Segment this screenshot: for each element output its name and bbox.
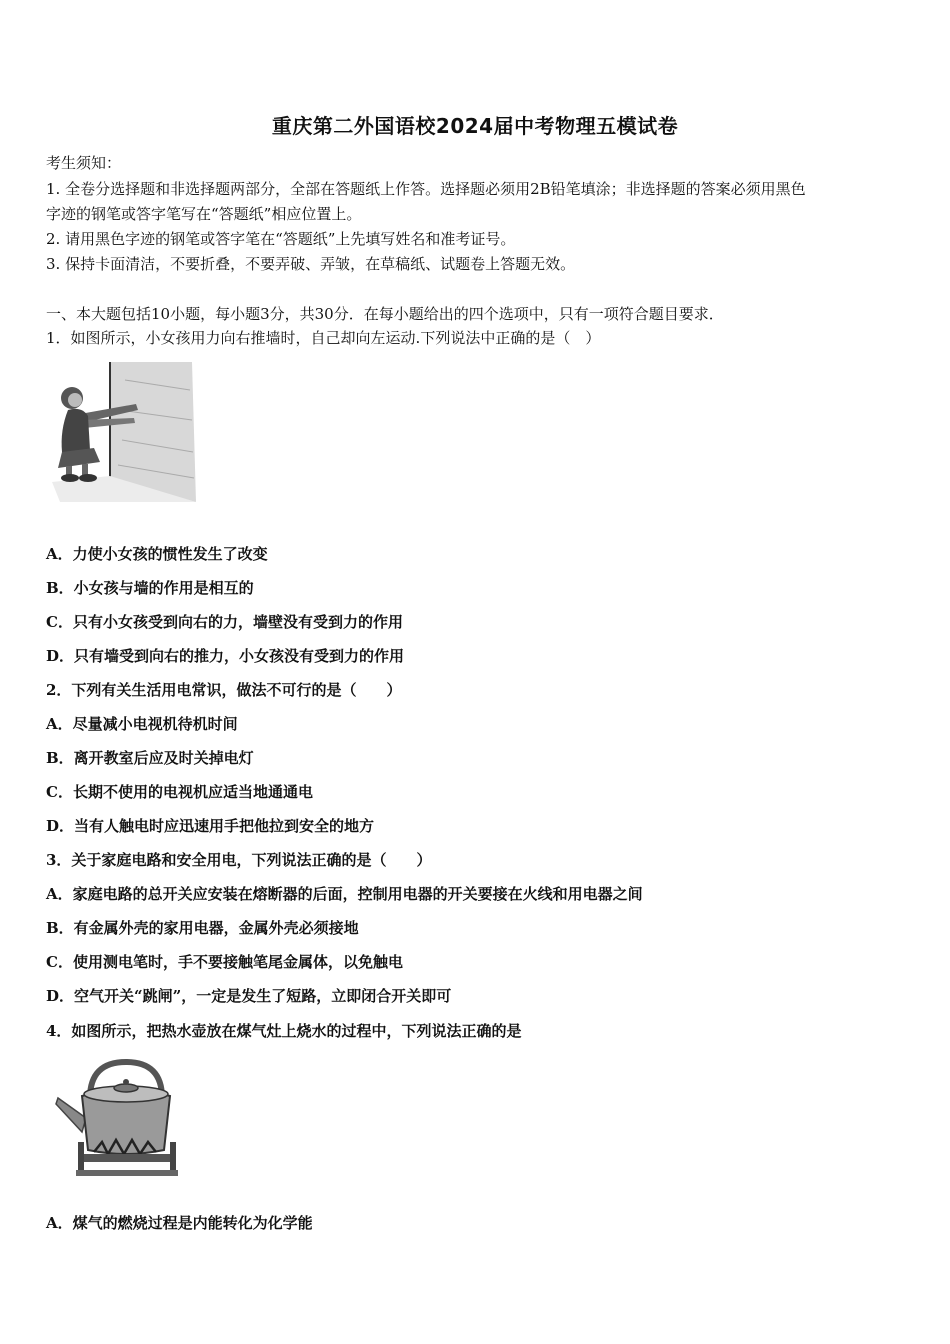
option: C．长期不使用的电视机应适当地通通电 [46,783,313,801]
question-stem-3: 3．关于家庭电路和安全用电，下列说法正确的是（ ） [46,851,432,869]
option: D．当有人触电时应迅速用手把他拉到安全的地方 [46,817,375,835]
option: A．力使小女孩的惯性发生了改变 [46,545,268,563]
option: B．小女孩与墙的作用是相互的 [46,579,254,597]
option: A．煤气的燃烧过程是内能转化为化学能 [46,1214,313,1232]
girl-pushing-wall-figure [50,360,198,506]
option: C．使用测电笔时，手不要接触笔尾金属体，以免触电 [46,953,403,971]
question-stem-4: 4．如图所示，把热水壶放在煤气灶上烧水的过程中，下列说法正确的是 [46,1022,522,1040]
question-stem-1: 1．如图所示，小女孩用力向右推墙时，自己却向左运动.下列说法中正确的是（ ） [46,329,601,347]
notice-item: 1. 全卷分选择题和非选择题两部分，全部在答题纸上作答。选择题必须用2B铅笔填涂；非选择题的答案必须用黑色 [46,180,806,198]
kettle-on-stove-figure [52,1058,182,1180]
notice-heading: 考生须知： [46,154,122,172]
notice-item: 2. 请用黑色字迹的钢笔或答字笔在“答题纸”上先填写姓名和准考证号。 [46,230,516,248]
page-title: 重庆第二外国语校2024届中考物理五模试卷 [271,114,679,138]
notice-item: 3. 保持卡面清洁，不要折叠，不要弄破、弄皱，在草稿纸、试题卷上答题无效。 [46,255,576,273]
option: D．空气开关“跳闸”，一定是发生了短路，立即闭合开关即可 [46,987,452,1005]
question-stem-2: 2．下列有关生活用电常识，做法不可行的是（ ） [46,681,402,699]
notice-item: 字迹的钢笔或答字笔写在“答题纸”相应位置上。 [46,205,362,223]
section-heading: 一、本大题包括10小题，每小题3分，共30分．在每小题给出的四个选项中，只有一项符合题目要求． [46,305,724,323]
option: B．离开教室后应及时关掉电灯 [46,749,254,767]
option: D．只有墙受到向右的推力，小女孩没有受到力的作用 [46,647,405,665]
option: A．尽量减小电视机待机时间 [46,715,238,733]
option: B．有金属外壳的家用电器，金属外壳必须接地 [46,919,359,937]
option: A．家庭电路的总开关应安装在熔断器的后面，控制用电器的开关要接在火线和用电器之间 [46,885,643,903]
option: C．只有小女孩受到向右的力，墙壁没有受到力的作用 [46,613,403,631]
